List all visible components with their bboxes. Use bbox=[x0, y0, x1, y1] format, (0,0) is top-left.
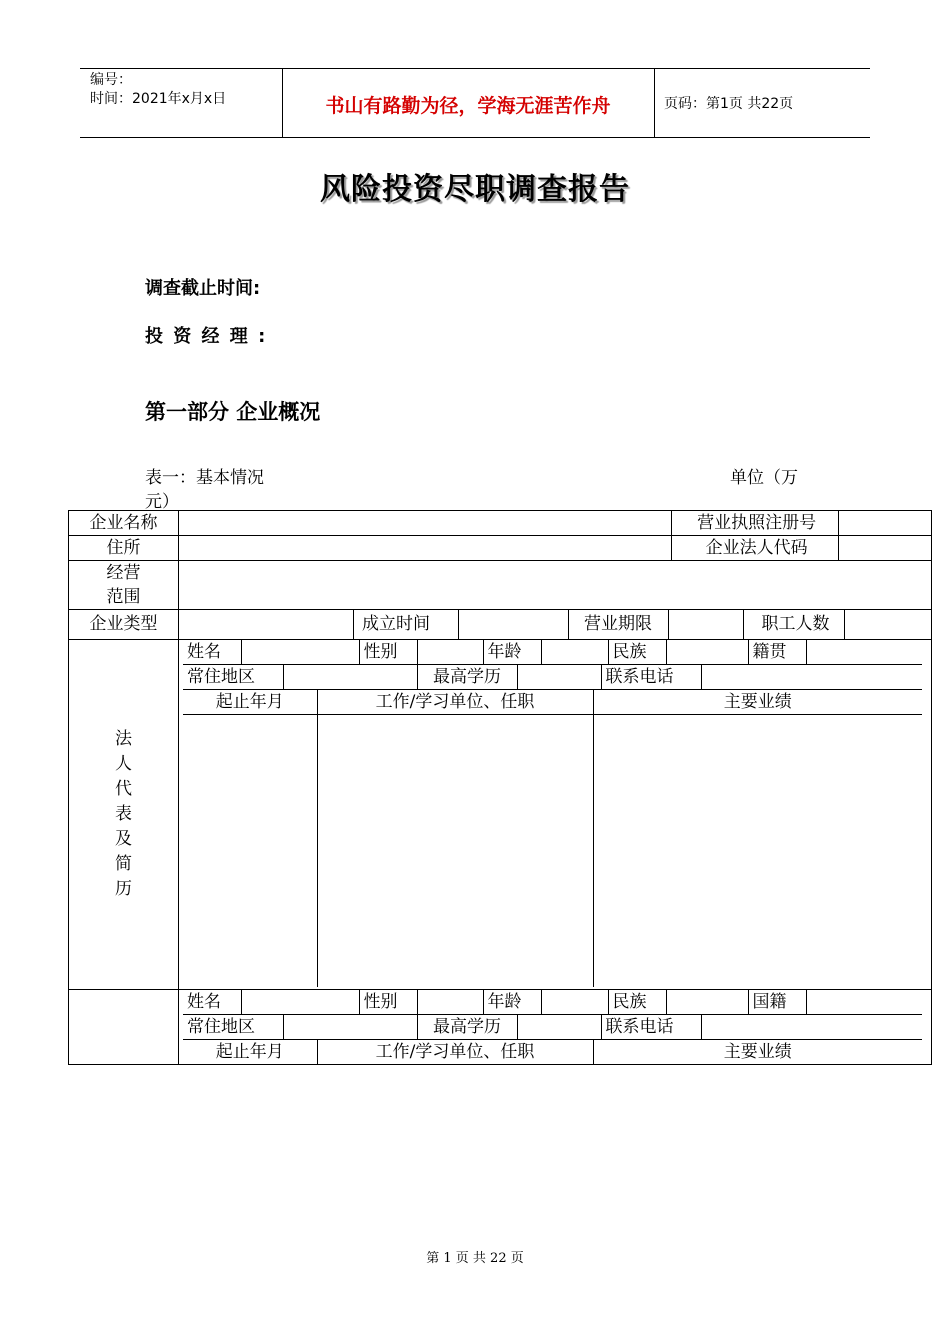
p2-achievement-header: 主要业绩 bbox=[723, 1041, 792, 1062]
p2-sex-value[interactable] bbox=[417, 990, 483, 1014]
p1-age-label: 年龄 bbox=[483, 640, 541, 664]
table-unit: 单位（万 bbox=[730, 468, 798, 488]
p1-period-header: 起止年月 bbox=[183, 690, 317, 715]
p1-sex-label: 性别 bbox=[359, 640, 417, 664]
p2-nationality-value[interactable] bbox=[806, 990, 922, 1014]
p2-period-header: 起止年月 bbox=[183, 1040, 317, 1065]
p2-phone-value[interactable] bbox=[701, 1015, 922, 1040]
p2-age-label: 年龄 bbox=[483, 990, 541, 1014]
company-name-label: 企业名称 bbox=[69, 511, 179, 536]
p2-ethnicity-value[interactable] bbox=[666, 990, 748, 1014]
founded-value[interactable] bbox=[458, 610, 568, 639]
person-2-info bbox=[183, 990, 922, 1014]
legal-code-cell bbox=[671, 536, 931, 561]
company-name-value[interactable] bbox=[179, 511, 672, 536]
company-type-label: 企业类型 bbox=[69, 610, 179, 640]
p1-education-label: 最高学历 bbox=[417, 665, 517, 690]
person-1-info bbox=[183, 640, 922, 664]
document-title: 风险投资尽职调查报告 bbox=[320, 172, 630, 207]
legal-rep-label bbox=[69, 640, 179, 990]
p1-ethnicity-value[interactable] bbox=[666, 640, 748, 664]
address-value[interactable] bbox=[179, 536, 672, 561]
person-2-history bbox=[183, 1039, 922, 1064]
p1-phone-label: 联系电话 bbox=[601, 665, 701, 690]
founded-label: 成立时间 bbox=[358, 610, 458, 639]
legal-rep-details bbox=[179, 640, 932, 990]
staff-label: 职工人数 bbox=[748, 610, 845, 639]
p2-name-label: 姓名 bbox=[183, 990, 241, 1014]
p1-education-value[interactable] bbox=[517, 665, 601, 690]
person-2-side-label bbox=[69, 990, 179, 1065]
p2-education-label: 最高学历 bbox=[417, 1015, 517, 1040]
p1-ethnicity-label: 民族 bbox=[608, 640, 666, 664]
p2-education-value[interactable] bbox=[517, 1015, 601, 1040]
term-label: 营业期限 bbox=[568, 610, 668, 639]
legal-rep-label-text: 法人代表及简历 bbox=[115, 729, 132, 899]
page-header bbox=[80, 68, 870, 138]
person-1-contact bbox=[183, 664, 922, 689]
p1-work-value[interactable] bbox=[317, 715, 593, 988]
business-scope-label-line2: 范围 bbox=[106, 587, 141, 607]
p2-phone-label: 联系电话 bbox=[601, 1015, 701, 1040]
table-caption: 表一：基本情况 bbox=[145, 468, 264, 488]
p2-sex-label: 性别 bbox=[359, 990, 417, 1014]
header-page-number: 页码：第1页 共22页 bbox=[664, 96, 794, 112]
p1-origin-value[interactable] bbox=[806, 640, 922, 664]
license-value[interactable] bbox=[839, 511, 927, 535]
header-motto: 书山有路勤为径，学海无涯苦作舟 bbox=[325, 95, 611, 117]
company-type-value[interactable] bbox=[179, 610, 354, 640]
p1-achievement-value[interactable] bbox=[593, 715, 922, 988]
p1-phone-value[interactable] bbox=[701, 665, 922, 690]
manager-label: 投 资 经 理 : bbox=[145, 326, 268, 347]
business-scope-label bbox=[69, 561, 179, 610]
p2-residence-value[interactable] bbox=[283, 1015, 417, 1040]
p1-age-value[interactable] bbox=[541, 640, 608, 664]
license-label: 营业执照注册号 bbox=[676, 511, 839, 535]
staff-cell bbox=[743, 610, 927, 639]
p1-origin-label: 籍贯 bbox=[748, 640, 806, 664]
p1-name-value[interactable] bbox=[241, 640, 359, 664]
p2-nationality-label: 国籍 bbox=[748, 990, 806, 1014]
p2-age-value[interactable] bbox=[541, 990, 608, 1014]
header-date: 时间：2021年x月x日 bbox=[90, 91, 227, 107]
basic-info-table bbox=[68, 510, 932, 1065]
legal-code-label: 企业法人代码 bbox=[676, 536, 839, 560]
p2-work-header: 工作/学习单位、任职 bbox=[317, 1040, 593, 1065]
staff-value[interactable] bbox=[845, 610, 924, 639]
p2-ethnicity-label: 民族 bbox=[608, 990, 666, 1014]
p2-residence-label: 常住地区 bbox=[183, 1015, 283, 1040]
p1-name-label: 姓名 bbox=[183, 640, 241, 664]
business-scope-label-line1: 经营 bbox=[106, 563, 141, 583]
p1-period-value[interactable] bbox=[183, 715, 317, 988]
person-2-contact bbox=[183, 1014, 922, 1039]
p1-residence-value[interactable] bbox=[283, 665, 417, 690]
p1-sex-value[interactable] bbox=[417, 640, 483, 664]
p1-achievement-header: 主要业绩 bbox=[593, 690, 922, 715]
address-label: 住所 bbox=[69, 536, 179, 561]
term-value[interactable] bbox=[668, 610, 743, 639]
legal-code-value[interactable] bbox=[839, 536, 927, 560]
p1-work-header: 工作/学习单位、任职 bbox=[317, 690, 593, 715]
p2-name-value[interactable] bbox=[241, 990, 359, 1014]
deadline-label: 调查截止时间: bbox=[145, 278, 261, 299]
table-unit-wrap: 元） bbox=[145, 492, 179, 512]
header-meta bbox=[90, 71, 226, 109]
header-number: 编号： bbox=[90, 72, 132, 88]
business-scope-value[interactable] bbox=[179, 561, 932, 610]
section-heading: 第一部分 企业概况 bbox=[145, 400, 321, 424]
p1-residence-label: 常住地区 bbox=[183, 665, 283, 690]
company-type-row-rest bbox=[354, 610, 932, 640]
header-divider bbox=[654, 69, 655, 137]
person-1-history bbox=[183, 689, 922, 987]
license-cell bbox=[671, 511, 931, 536]
page-footer: 第 1 页 共 22 页 bbox=[426, 1251, 524, 1266]
person-2-details bbox=[179, 990, 932, 1065]
